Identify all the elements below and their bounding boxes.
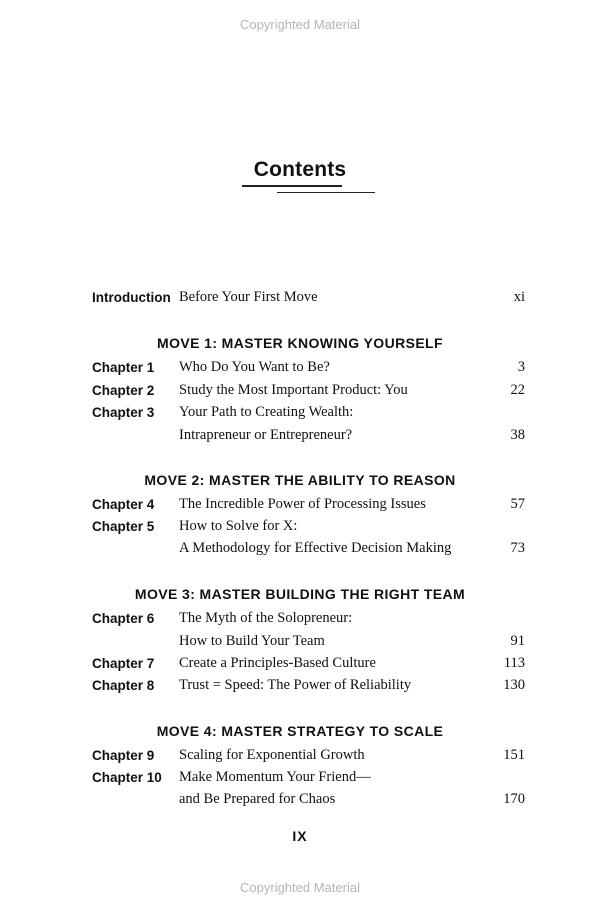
copyright-watermark-top: Copyrighted Material — [240, 17, 360, 32]
toc-entry-chapter-6[interactable] — [0, 611, 600, 633]
entry-title: Your Path to Creating Wealth: — [179, 404, 354, 420]
toc-entry-chapter-5-cont[interactable] — [0, 541, 600, 563]
entry-label: Chapter 5 — [92, 519, 155, 534]
entry-title: The Myth of the Solopreneur: — [179, 610, 353, 626]
entry-label: Chapter 6 — [92, 611, 155, 626]
entry-title: Scaling for Exponential Growth — [179, 747, 365, 763]
entry-title: The Incredible Power of Processing Issues — [179, 496, 426, 512]
toc-entry-chapter-4[interactable] — [0, 497, 600, 519]
entry-page: 91 — [510, 633, 525, 649]
entry-page: 3 — [517, 359, 525, 375]
entry-page: 151 — [503, 747, 525, 763]
entry-page: 130 — [503, 677, 525, 693]
toc-entry-chapter-3[interactable] — [0, 405, 600, 427]
entry-label: Chapter 10 — [92, 770, 162, 785]
title-rule-upper — [242, 185, 342, 187]
entry-title: Who Do You Want to Be? — [179, 359, 330, 375]
page-folio: IX — [292, 828, 308, 844]
toc-entry-chapter-5[interactable] — [0, 519, 600, 541]
title-rule-lower — [277, 192, 375, 193]
entry-label: Introduction — [92, 290, 171, 305]
entry-title: Create a Principles-Based Culture — [179, 655, 376, 671]
copyright-watermark-bottom: Copyrighted Material — [240, 880, 360, 895]
toc-entry-chapter-3-cont[interactable] — [0, 428, 600, 450]
toc-entry-chapter-8[interactable] — [0, 678, 600, 700]
move-heading-2: MOVE 2: MASTER THE ABILITY TO REASON — [144, 472, 456, 488]
entry-page: 113 — [503, 655, 525, 671]
entry-label: Chapter 2 — [92, 383, 155, 398]
toc-entry-chapter-10[interactable] — [0, 770, 600, 792]
entry-title: Study the Most Important Product: You — [179, 382, 408, 398]
toc-entry-introduction[interactable] — [0, 290, 600, 312]
entry-title: Trust = Speed: The Power of Reliability — [179, 677, 412, 693]
page-title: Contents — [253, 158, 347, 181]
entry-label: Chapter 4 — [92, 497, 155, 512]
entry-label: Chapter 7 — [92, 656, 155, 671]
entry-page: 22 — [510, 382, 525, 398]
move-heading-3: MOVE 3: MASTER BUILDING THE RIGHT TEAM — [134, 586, 466, 602]
entry-page: xi — [513, 289, 525, 305]
entry-label: Chapter 3 — [92, 405, 155, 420]
entry-title: Before Your First Move — [179, 289, 318, 305]
toc-entry-chapter-2[interactable] — [0, 383, 600, 405]
entry-label: Chapter 8 — [92, 678, 155, 693]
entry-label: Chapter 1 — [92, 360, 155, 375]
move-heading-1: MOVE 1: MASTER KNOWING YOURSELF — [157, 335, 443, 351]
entry-title: Make Momentum Your Friend— — [179, 769, 371, 785]
entry-title-cont: Intrapreneur or Entrepreneur? — [179, 427, 353, 443]
entry-title: How to Solve for X: — [179, 518, 298, 534]
entry-page: 170 — [503, 791, 525, 807]
entry-title-cont: A Methodology for Effective Decision Making — [179, 540, 452, 556]
toc-entry-chapter-6-cont[interactable] — [0, 634, 600, 656]
toc-entry-chapter-1[interactable] — [0, 360, 600, 382]
entry-page: 73 — [510, 540, 525, 556]
toc-entry-chapter-7[interactable] — [0, 656, 600, 678]
move-heading-4: MOVE 4: MASTER STRATEGY TO SCALE — [156, 723, 444, 739]
entry-title-cont: and Be Prepared for Chaos — [179, 791, 336, 807]
toc-entry-chapter-10-cont[interactable] — [0, 792, 600, 814]
entry-page: 38 — [510, 427, 525, 443]
toc-entry-chapter-9[interactable] — [0, 748, 600, 770]
entry-title-cont: How to Build Your Team — [179, 633, 325, 649]
entry-page: 57 — [510, 496, 525, 512]
entry-label: Chapter 9 — [92, 748, 155, 763]
